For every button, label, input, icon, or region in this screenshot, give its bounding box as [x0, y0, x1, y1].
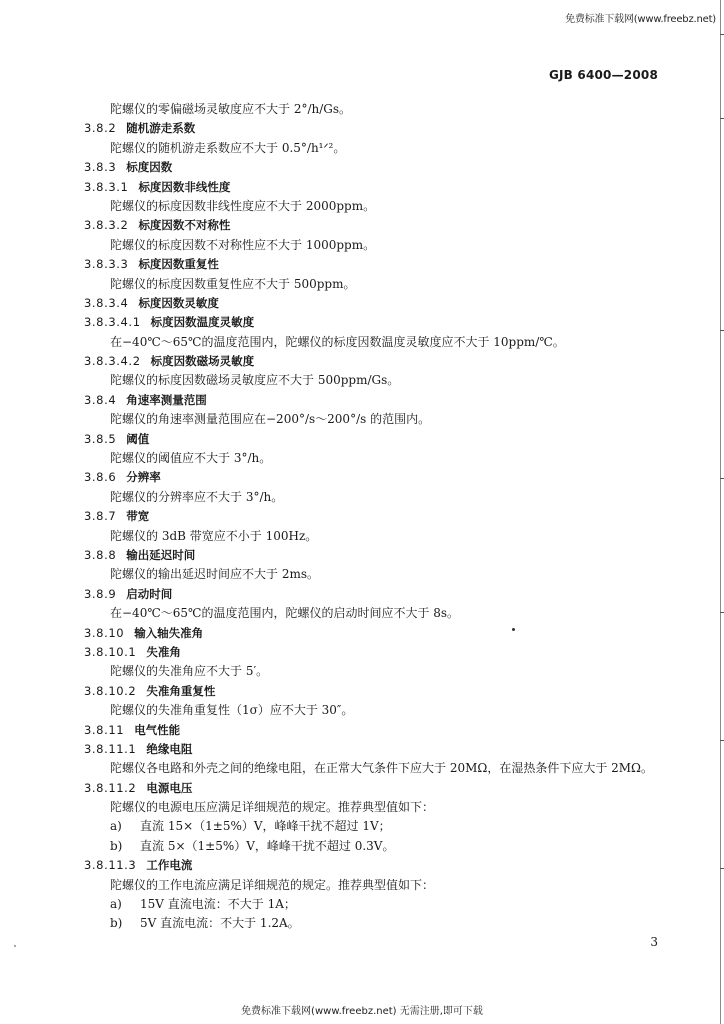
paragraph: 陀螺仪的阈值应不大于 3°/h。 [110, 451, 272, 466]
section-number: 3.8.11.2 [84, 780, 137, 795]
section-heading [84, 624, 674, 643]
section-number: 3.8.7 [84, 509, 117, 524]
section-number: 3.8.11 [84, 722, 125, 737]
page-edge-rule [720, 0, 721, 1024]
section-title: 标度因数不对称性 [138, 218, 231, 233]
watermark-footer: 免费标准下载网(www.freebz.net) 无需注册,即可下载 [241, 1006, 483, 1017]
section-number: 3.8.11.3 [84, 858, 137, 873]
list-item-text: 直流 5×（1±5%）V，峰峰干扰不超过 0.3V。 [140, 838, 395, 853]
paragraph: 陀螺仪各电路和外壳之间的绝缘电阻，在正常大气条件下应大于 20MΩ，在湿热条件下应大于 2MΩ。 [110, 761, 654, 776]
section-number: 3.8.4 [84, 392, 117, 407]
list-item-text: 直流 15×（1±5%）V，峰峰干扰不超过 1V； [140, 819, 391, 834]
section-title: 失准角 [146, 644, 181, 659]
section-title: 启动时间 [126, 586, 173, 601]
section-title: 工作电流 [146, 858, 193, 873]
watermark-header: 免费标准下载网(www.freebz.net) [565, 14, 716, 25]
document-code: GJB 6400—2008 [548, 68, 658, 82]
section-number: 3.8.3.2 [84, 218, 129, 233]
paragraph: 陀螺仪的输出延迟时间应不大于 2ms。 [110, 567, 319, 582]
section-number: 3.8.3.4.2 [84, 354, 141, 369]
section-heading [84, 294, 674, 313]
section-number: 3.8.3.1 [84, 179, 129, 194]
section-number: 3.8.2 [84, 121, 117, 136]
section-number: 3.8.3.4 [84, 295, 129, 310]
section-number: 3.8.3.3 [84, 257, 129, 272]
paragraph: 陀螺仪的失准角重复性（1σ）应不大于 30″。 [110, 703, 354, 718]
paragraph: 陀螺仪的失准角应不大于 5′。 [110, 664, 269, 679]
section-title: 分辨率 [126, 470, 161, 485]
paragraph: 陀螺仪的工作电流应满足详细规范的规定。推荐典型值如下： [110, 877, 435, 892]
section-title: 标度因数非线性度 [138, 179, 231, 194]
paragraph: 陀螺仪的零偏磁场灵敏度应不大于 2°/h/Gs。 [110, 102, 352, 116]
section-title: 标度因数磁场灵敏度 [150, 354, 255, 369]
paragraph: 陀螺仪的角速率测量范围应在−200°/s～200°/s 的范围内。 [110, 412, 431, 427]
section-heading [84, 507, 674, 526]
section-heading [84, 468, 674, 487]
section-heading [84, 391, 674, 410]
paragraph: 陀螺仪的分辨率应不大于 3°/h。 [110, 489, 284, 504]
section-heading [84, 216, 674, 235]
page-number: 3 [650, 935, 658, 949]
list-marker: a) [110, 897, 122, 912]
list-marker: b) [110, 838, 123, 853]
paragraph: 陀螺仪的标度因数磁场灵敏度应不大于 500ppm/Gs。 [110, 373, 400, 388]
paragraph: 陀螺仪的标度因数不对称性应不大于 1000ppm。 [110, 237, 376, 252]
section-number: 3.8.3 [84, 160, 117, 175]
section-heading [84, 430, 674, 449]
section-number: 3.8.11.1 [84, 741, 137, 756]
list-item-text: 5V 直流电流：不大于 1.2A。 [140, 916, 300, 931]
section-number: 3.8.5 [84, 431, 117, 446]
section-heading [84, 352, 674, 371]
paragraph: 陀螺仪的标度因数重复性应不大于 500ppm。 [110, 276, 356, 291]
scan-speck [512, 628, 515, 631]
section-title: 输入轴失准角 [134, 625, 204, 640]
section-number: 3.8.10.2 [84, 683, 137, 698]
section-heading [84, 546, 674, 565]
section-number: 3.8.6 [84, 470, 117, 485]
section-number: 3.8.10 [84, 625, 125, 640]
list-marker: a) [110, 819, 122, 834]
section-heading [84, 740, 674, 759]
list-item [84, 914, 674, 933]
list-marker: b) [110, 916, 123, 931]
section-title: 电气性能 [134, 722, 181, 737]
section-title: 绝缘电阻 [146, 741, 193, 756]
paragraph: 陀螺仪的随机游走系数应不大于 0.5°/h¹ᐟ²。 [110, 140, 346, 155]
section-title: 标度因数灵敏度 [138, 295, 219, 310]
section-title: 标度因数重复性 [138, 257, 219, 272]
section-title: 失准角重复性 [146, 683, 216, 698]
section-heading [84, 721, 674, 740]
paragraph: 在−40℃～65℃的温度范围内，陀螺仪的启动时间应不大于 8s。 [110, 606, 460, 621]
list-item [84, 895, 674, 914]
section-title: 标度因数温度灵敏度 [150, 315, 255, 330]
paragraph: 陀螺仪的标度因数非线性度应不大于 2000ppm。 [110, 198, 376, 213]
section-title: 角速率测量范围 [126, 392, 207, 407]
paragraph: 陀螺仪的电源电压应满足详细规范的规定。推荐典型值如下： [110, 800, 435, 815]
section-number: 3.8.10.1 [84, 644, 137, 659]
section-title: 电源电压 [146, 780, 193, 795]
section-title: 带宽 [126, 509, 150, 524]
paragraph: 在−40℃～65℃的温度范围内，陀螺仪的标度因数温度灵敏度应不大于 10ppm/℃。 [110, 334, 565, 349]
list-item [84, 837, 674, 856]
section-heading [84, 585, 674, 604]
section-heading [84, 856, 674, 875]
section-number: 3.8.8 [84, 547, 117, 562]
section-heading [84, 313, 674, 332]
document-body [84, 100, 674, 934]
section-heading [84, 178, 674, 197]
section-heading [84, 643, 674, 662]
scan-speck [14, 945, 16, 947]
section-title: 输出延迟时间 [126, 547, 196, 562]
section-number: 3.8.9 [84, 586, 117, 601]
list-item [84, 817, 674, 836]
section-title: 标度因数 [126, 160, 173, 175]
section-title: 随机游走系数 [126, 121, 196, 136]
section-number: 3.8.3.4.1 [84, 315, 141, 330]
section-heading [84, 158, 674, 177]
list-item-text: 15V 直流电流：不大于 1A； [140, 897, 296, 912]
section-heading [84, 682, 674, 701]
section-heading [84, 779, 674, 798]
section-heading [84, 255, 674, 274]
paragraph: 陀螺仪的 3dB 带宽应不小于 100Hz。 [110, 528, 318, 543]
section-heading [84, 119, 674, 138]
section-title: 阈值 [126, 431, 150, 446]
